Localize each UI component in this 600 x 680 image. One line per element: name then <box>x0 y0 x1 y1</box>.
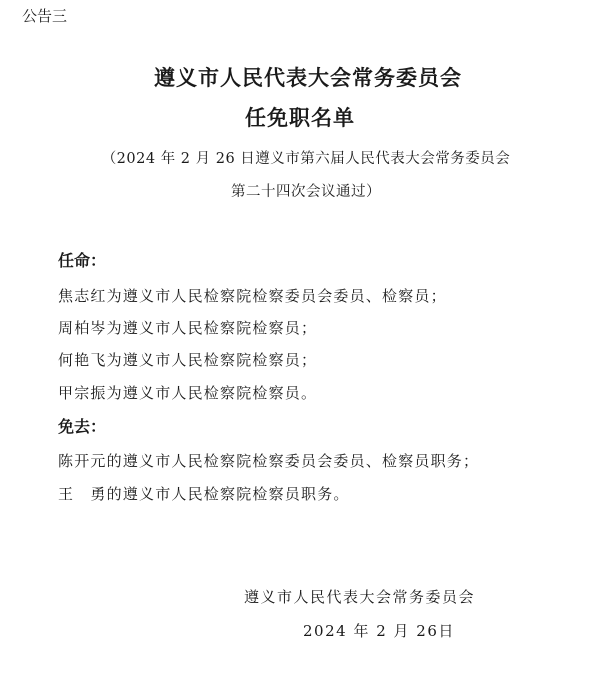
remove-item: 陈开元的遵义市人民检察院检察委员会委员、检察员职务； <box>58 452 480 470</box>
document-title-line2: 任免职名单 <box>245 105 355 130</box>
subtitle-line2: 第二十四次会议通过） <box>231 184 381 200</box>
appoint-heading: 任命： <box>58 251 107 270</box>
notice-tag: 公告三 <box>22 7 68 25</box>
document-title-line1: 遵义市人民代表大会常务委员会 <box>154 65 462 90</box>
subtitle-line1: （2024 年 2 月 26 日遵义市第六届人民代表大会常务委员会 <box>101 151 511 167</box>
appoint-item: 何艳飞为遵义市人民检察院检察员； <box>58 351 318 369</box>
remove-heading: 免去： <box>58 417 107 436</box>
remove-item: 王 勇的遵义市人民检察院检察员职务。 <box>58 485 350 503</box>
signature-organization: 遵义市人民代表大会常务委员会 <box>244 588 476 606</box>
appoint-item: 甲宗振为遵义市人民检察院检察员。 <box>58 384 318 402</box>
appoint-item: 焦志红为遵义市人民检察院检察委员会委员、检察员； <box>58 287 447 305</box>
appoint-item: 周柏岑为遵义市人民检察院检察员； <box>58 319 318 337</box>
signature-date: 2024 年 2 月 26日 <box>303 622 455 640</box>
